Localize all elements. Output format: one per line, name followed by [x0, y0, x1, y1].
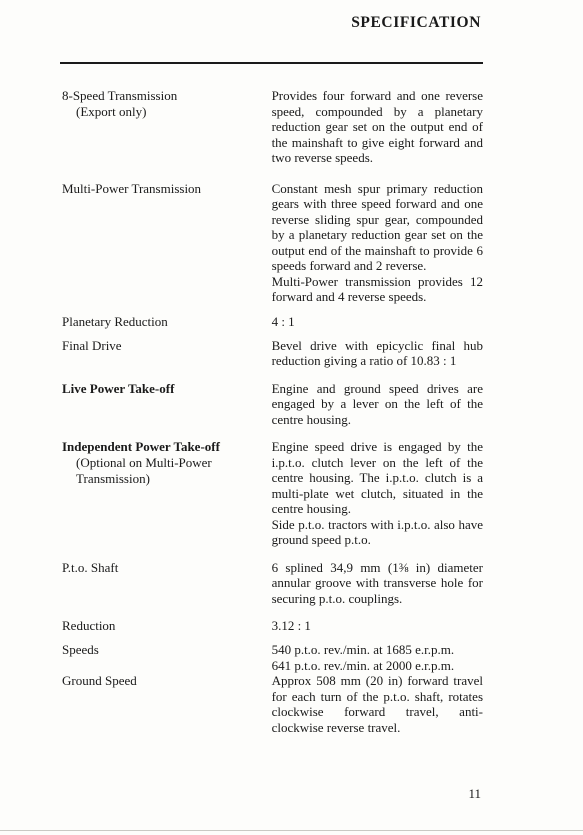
spec-label [62, 618, 272, 634]
spec-row [62, 673, 483, 735]
spec-row [62, 338, 483, 369]
spec-row [62, 88, 483, 166]
page-title: SPECIFICATION [351, 14, 481, 31]
spec-row [62, 560, 483, 607]
spec-label-text: Speeds [62, 642, 99, 657]
spec-value [272, 618, 483, 634]
spec-value [272, 560, 483, 607]
spec-row [62, 439, 483, 548]
spec-label [62, 338, 272, 369]
spec-value-paragraph: 6 splined 34,9 mm (1⅜ in) diameter annular groove with transverse hole for securing p.t.o. couplings. [271, 559, 483, 606]
spec-label [62, 439, 272, 548]
spec-row [62, 314, 483, 330]
spec-label-text: Ground Speed [62, 673, 137, 688]
spec-label-text: Independent Power Take-off [62, 439, 220, 454]
spec-value [272, 642, 483, 673]
spec-value-paragraph: Side p.t.o. tractors with i.p.t.o. also have ground speed p.t.o. [271, 516, 483, 547]
spec-value-paragraph: 3.12 : 1 [271, 618, 311, 633]
page-number: 11 [468, 786, 481, 801]
spec-label [62, 381, 272, 428]
spec-label [62, 314, 272, 330]
spec-row [62, 618, 483, 634]
spec-value-paragraph: 4 : 1 [271, 313, 295, 329]
spec-value-paragraph: Engine and ground speed drives are engaged by a lever on the left of the centre housing. [271, 380, 483, 427]
spec-value-paragraph: Provides four forward and one reverse speed, compounded by a planetary reduction gear set on the output end of the mainshaft to give eight forward and two reverse speeds. [271, 88, 483, 165]
spec-value [272, 439, 483, 548]
spec-value-paragraph: Engine speed drive is engaged by the i.p.t.o. clutch lever on the left of the centre housing. The i.p.t.o. clutch is a multi-plate wet clutch, situated in the centre housing. [271, 439, 483, 516]
spec-value-paragraph: Multi-Power transmission provides 12 forward and 4 reverse speeds. [271, 273, 483, 304]
spec-row [62, 642, 483, 673]
spec-value [272, 381, 483, 428]
spec-label-note: (Optional on Multi-Power Transmission) [76, 455, 212, 486]
spec-label-text: Final Drive [62, 337, 122, 353]
spec-label [62, 560, 272, 607]
specification-list [62, 88, 483, 735]
spec-label-text: P.t.o. Shaft [62, 559, 119, 575]
spec-label [62, 642, 272, 673]
spec-label [62, 673, 272, 735]
spec-value-paragraph: Constant mesh spur primary reduction gears with three speed forward and one reverse sliding spur gear, compounded by a planetary reduction gear set on the output end of the mainshaft to provide 6 speeds forward and 2 reverse. [271, 180, 483, 273]
spec-row [62, 381, 483, 428]
spec-label [62, 88, 272, 166]
spec-label [62, 181, 272, 305]
header-rule [60, 62, 483, 64]
spec-label-text: 8-Speed Transmission [62, 88, 178, 103]
spec-label-text: Planetary Reduction [62, 313, 168, 329]
spec-label-text: Live Power Take-off [62, 380, 175, 396]
spec-label-text: Multi-Power Transmission [62, 180, 202, 196]
spec-value [272, 314, 483, 330]
spec-value [272, 88, 483, 166]
spec-value-paragraph: 641 p.t.o. rev./min. at 2000 e.r.p.m. [271, 657, 455, 673]
spec-value [272, 338, 483, 369]
spec-value-paragraph: Bevel drive with epicyclic final hub reduction giving a ratio of 10.83 : 1 [271, 337, 483, 368]
page-edge-line [0, 830, 583, 831]
spec-value [272, 181, 483, 305]
spec-label-text: Reduction [62, 618, 116, 633]
spec-label-note: (Export only) [76, 104, 147, 119]
spec-value [272, 673, 483, 735]
spec-value-paragraph: Approx 508 mm (20 in) forward travel for each turn of the p.t.o. shaft, rotates clockwise forward travel, anti-clockwise reverse travel. [271, 673, 483, 735]
spec-value-paragraph: 540 p.t.o. rev./min. at 1685 e.r.p.m. [271, 642, 455, 657]
spec-row [62, 181, 483, 305]
